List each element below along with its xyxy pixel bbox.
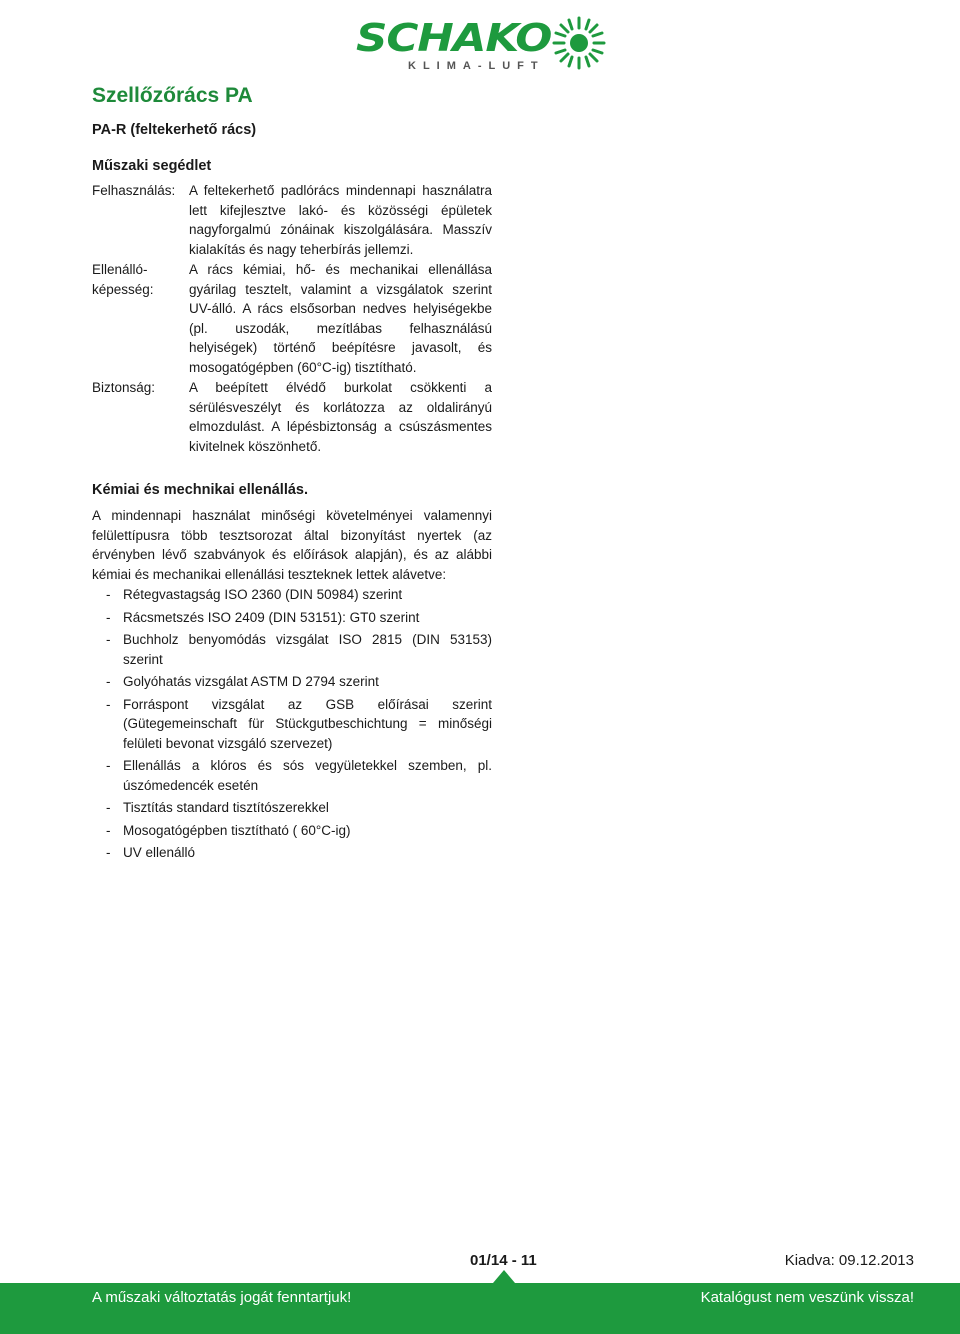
schako-logo bbox=[356, 14, 606, 74]
list-item bbox=[92, 695, 492, 754]
bullet-dash: - bbox=[106, 609, 111, 625]
bullet-dash: - bbox=[106, 674, 111, 689]
list-item bbox=[92, 672, 492, 692]
chem-heading: Kémiai és mechnikai ellenállás. bbox=[92, 482, 309, 498]
sun-icon bbox=[552, 16, 606, 70]
logo-tagline: KLIMA-LUFT bbox=[408, 60, 545, 72]
list-item-text: UV ellenálló bbox=[123, 845, 196, 860]
definition-term: Felhasználás: bbox=[92, 183, 176, 198]
list-item-text: Tisztítás standard tisztítószerekkel bbox=[123, 800, 329, 815]
list-item bbox=[92, 843, 492, 863]
page-number: 01/14 - 11 bbox=[470, 1252, 537, 1269]
list-item-text: Mosogatógépben tisztítható ( 60°C-ig) bbox=[123, 822, 351, 838]
definition-desc: A beépített élvédő burkolat csökkenti a sérülésveszélyt és korlátozza az oldalirányú elmozdulást. A lépésbiztonság a csúszásmentes kivitelnek köszönhető. bbox=[189, 380, 492, 454]
list-item bbox=[92, 821, 492, 841]
list-item-text: Rácsmetszés ISO 2409 (DIN 53151): GT0 szerint bbox=[123, 609, 420, 625]
logo-wordmark: SCHAKO bbox=[356, 16, 552, 60]
bullet-dash: - bbox=[106, 632, 111, 647]
list-item-text: Forráspont vizsgálat az GSB előírásai szerint (Gütegemeinschaft für Stückgutbeschichtung = minőségi felületi bevonat vizsgáló szervezet) bbox=[123, 696, 492, 751]
definition-term: Biztonság: bbox=[92, 380, 156, 395]
footer-notch bbox=[493, 1270, 515, 1283]
list-item-text: Rétegvastagság ISO 2360 (DIN 50984) szerint bbox=[123, 587, 403, 602]
issue-date: Kiadva: 09.12.2013 bbox=[784, 1252, 914, 1269]
list-item bbox=[92, 756, 492, 795]
definition-row bbox=[92, 181, 492, 259]
footer-disclaimer: A műszaki változtatás jogát fenntartjuk! bbox=[92, 1289, 352, 1306]
page-title: Szellőzőrács PA bbox=[92, 84, 253, 107]
definition-term: Ellenálló-képesség: bbox=[92, 262, 154, 297]
footer-return-note: Katalógust nem veszünk vissza! bbox=[700, 1289, 914, 1306]
definition-desc: A feltekerhető padlórács mindennapi használatra lett kifejlesztve lakó- és közösségi épületek nagyforgalmú zónáinak kiszolgálására. Masszív kialakítás és nagy teherbírás jellemzi. bbox=[189, 183, 492, 257]
tech-heading: Műszaki segédlet bbox=[92, 158, 212, 174]
bullet-dash: - bbox=[106, 758, 111, 773]
test-list bbox=[92, 585, 492, 866]
definition-row bbox=[92, 260, 492, 377]
bullet-dash: - bbox=[106, 822, 111, 838]
list-item-text: Golyóhatás vizsgálat ASTM D 2794 szerint bbox=[123, 674, 379, 689]
chem-paragraph: A mindennapi használat minőségi követelményei valamennyi felülettípusra több tesztsorozat által bizonyítást nyertek (az érvényben lévő szabványok és előírások alapján), és az alábbi kémiai és mechanikai ellenállási teszteknek lettek alávetve: bbox=[92, 508, 492, 582]
list-item bbox=[92, 630, 492, 669]
definition-list bbox=[92, 181, 492, 457]
page-subtitle: PA-R (feltekerhető rács) bbox=[92, 122, 257, 138]
list-item-text: Ellenállás a klóros és sós vegyületekkel szemben, pl. úszómedencék esetén bbox=[123, 758, 492, 793]
list-item bbox=[92, 798, 492, 818]
bullet-dash: - bbox=[106, 587, 111, 602]
bullet-dash: - bbox=[106, 845, 111, 860]
list-item bbox=[92, 608, 492, 628]
bullet-dash: - bbox=[106, 800, 111, 815]
definition-row bbox=[92, 378, 492, 456]
list-item-text: Buchholz benyomódás vizsgálat ISO 2815 (DIN 53153) szerint bbox=[123, 632, 492, 667]
definition-desc: A rács kémiai, hő- és mechanikai ellenállása gyárilag tesztelt, valamint a vizsgálatok szerint UV-álló. A rács elsősorban nedves helyiségekbe (pl. uszodák, mezítlábas felhasználású helyiségek) történő beépítésre javasolt, és mosogatógépben (60°C-ig) tisztítható. bbox=[189, 262, 492, 375]
bullet-dash: - bbox=[106, 696, 111, 712]
list-item bbox=[92, 585, 492, 605]
